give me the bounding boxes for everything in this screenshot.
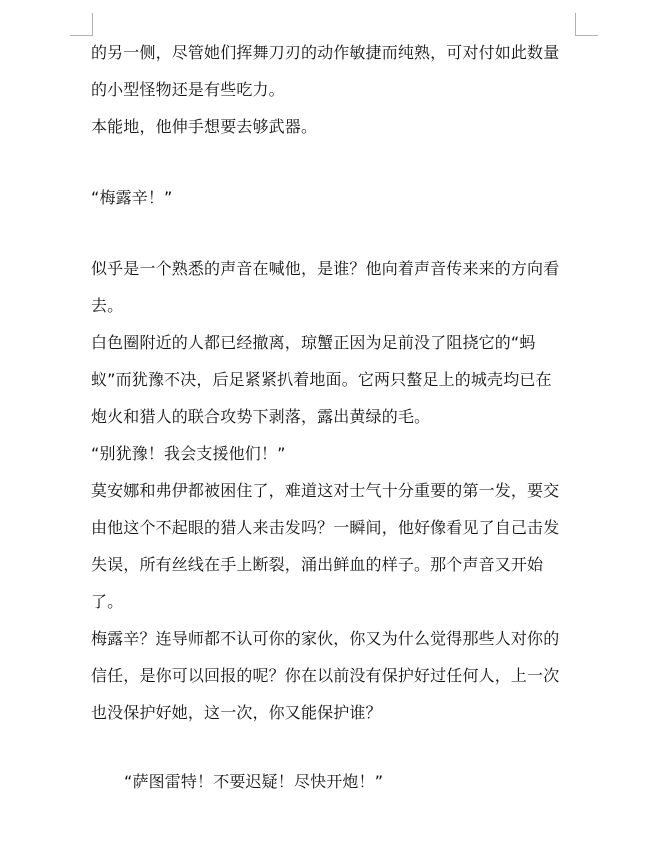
text-line: “梅露辛！” xyxy=(91,188,173,207)
text-line: 炮火和猎人的联合攻势下剥落，露出黄绿的毛。 xyxy=(91,407,431,426)
text-line: 的另一侧，尽管她们挥舞刀刃的动作敏捷而纯熟，可对付如此数量 xyxy=(91,43,560,62)
text-line: 梅露辛？连导师都不认可你的家伙，你又为什么觉得那些人对你的 xyxy=(91,629,560,648)
text-line: 莫安娜和弗伊都被困住了，难道这对士气十分重要的第一发，要交 xyxy=(91,481,560,500)
text-line: 了。 xyxy=(91,592,124,611)
text-line: 的小型怪物还是有些吃力。 xyxy=(91,80,285,99)
text-line: 失误，所有丝线在手上断裂，涌出鲜血的样子。那个声音又开始 xyxy=(91,555,544,574)
text-line: 似乎是一个熟悉的声音在喊他，是谁？他向着声音传来来的方向看 xyxy=(91,259,560,278)
text-line: 去。 xyxy=(91,296,124,315)
margin-corner-mark xyxy=(70,13,93,36)
text-line: 白色圈附近的人都已经撤离，琼蟹正因为足前没了阻挠它的“蚂 xyxy=(91,333,536,352)
text-line: 蚁”而犹豫不决，后足紧紧扒着地面。它两只螯足上的城壳均已在 xyxy=(91,370,552,389)
text-line: “别犹豫！我会支援他们！” xyxy=(91,444,286,463)
text-line: 信任，是你可以回报的呢？你在以前没有保护好过任何人，上一次 xyxy=(91,666,560,685)
text-line: 本能地，他伸手想要去够武器。 xyxy=(91,117,318,136)
text-line: 也没保护好她，这一次，你又能保护谁？ xyxy=(91,703,382,722)
text-line: “萨图雷特！不要迟疑！尽快开炮！” xyxy=(124,772,384,791)
text-line: 由他这个不起眼的猎人来击发吗？一瞬间，他好像看见了自己击发 xyxy=(91,518,560,537)
margin-corner-mark xyxy=(575,13,598,36)
